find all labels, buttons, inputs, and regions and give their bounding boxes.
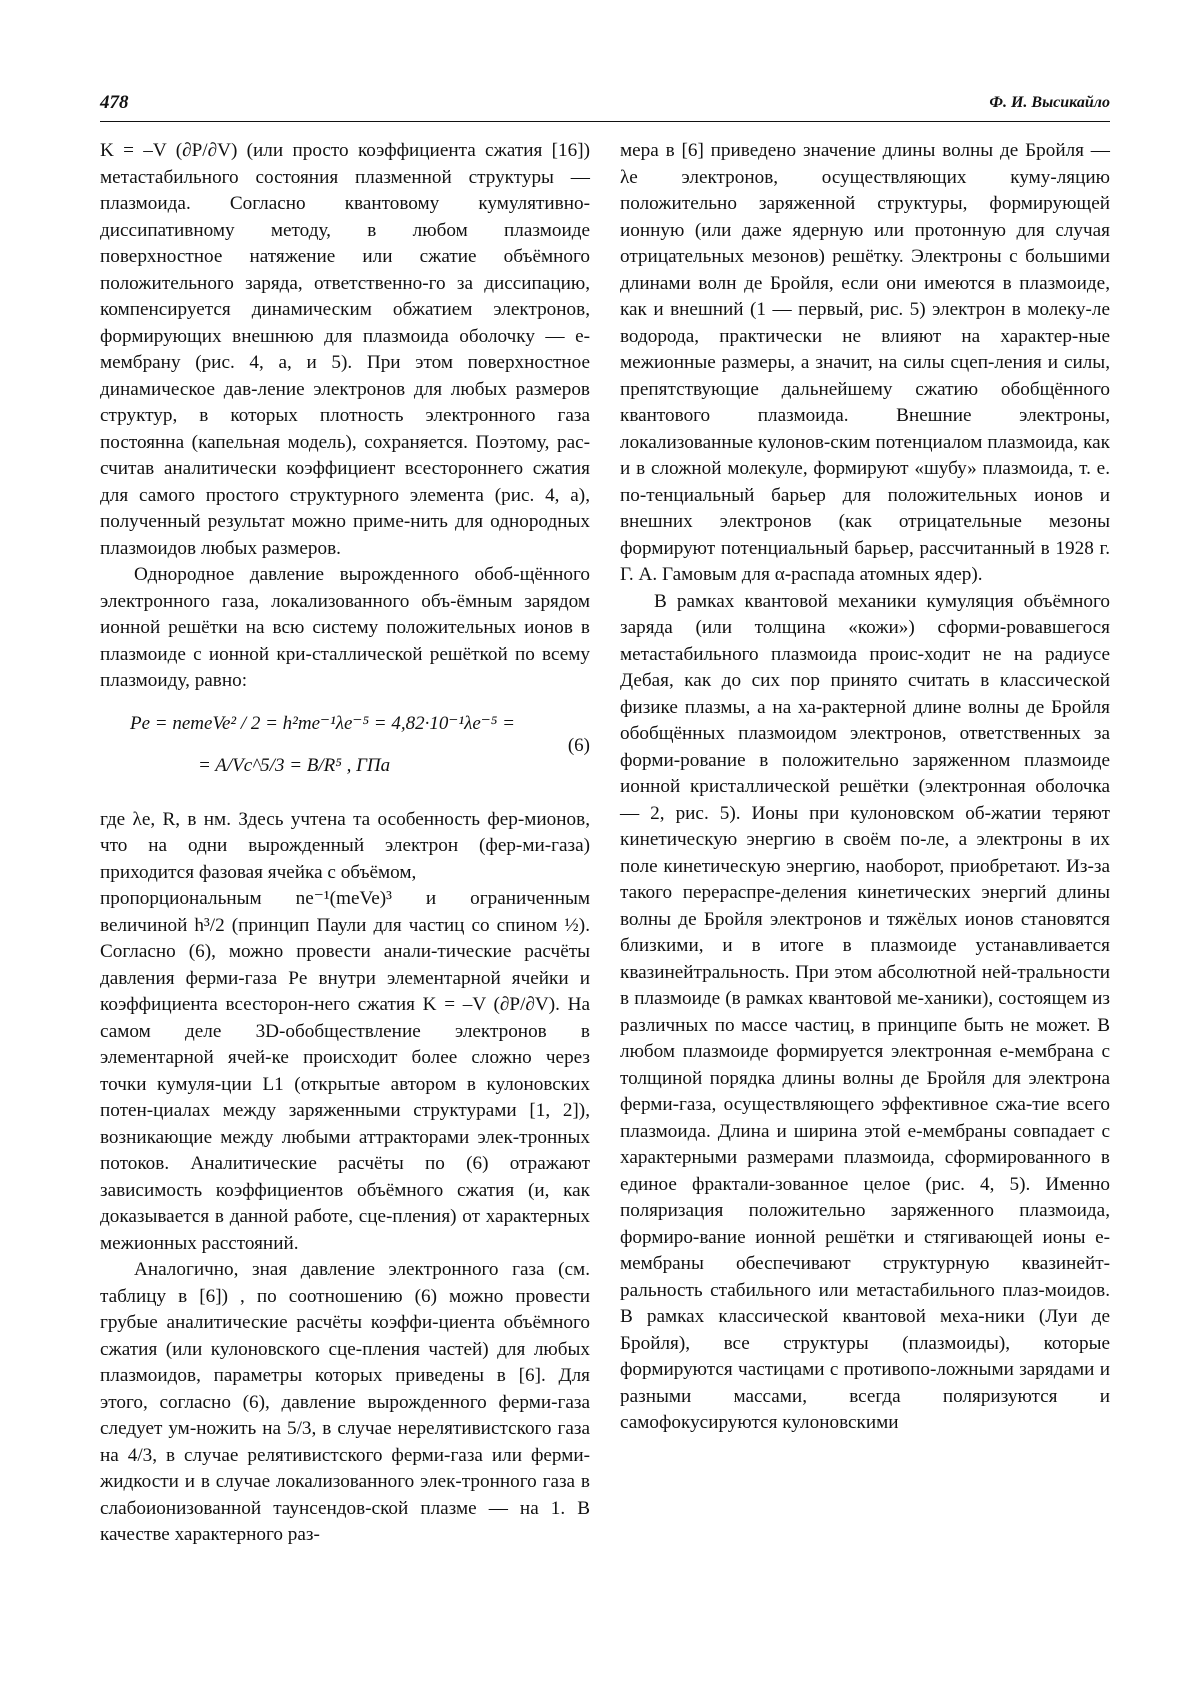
- header-rule: [100, 121, 1110, 122]
- paragraph: K = –V (∂P/∂V) (или просто коэффициента сжатия [16]) метастабильного состояния плазменной структуры — плазмоида. Согласно квантовому кумулятивно-диссипативному методу, в любом плазмоиде поверхностное натяжение или сжатие объёмного положительного заряда, ответственно-го за диссипацию, компенсируется динамическим обжатием электронов, формирующих внешнюю для плазмоида оболочку — e-мембрану (рис. 4, a, и 5). При этом поверхностное динамическое дав-ление электронов для любых размеров структур, в которых плотность электронного газа постоянна (капельная модель), сохраняется. Поэтому, рас-считав аналитически коэффициент всестороннего сжатия для самого простого структурного элемента (рис. 4, a), полученный результат можно приме-нить для однородных плазмоидов любых размеров.: [100, 140, 590, 559]
- paragraph-line: пропорциональным ne⁻¹(meVe)³ и ограниченным: [100, 888, 590, 909]
- left-column: [100, 138, 590, 1549]
- paragraph: Однородное давление вырожденного обоб-щённого электронного газа, локализованного объ-ёмным зарядом ионной решётки на всю систему положительных ионов в плазмоиде с ионной кри-сталлической решёткой по всему плазмоиду, равно:: [100, 564, 590, 691]
- page-header: [100, 92, 1110, 120]
- paragraph: где λe, R, в нм. Здесь учтена та особенность фер-мионов, что на одни вырожденный электрон (фер-ми-газа) приходится фазовая ячейка с объёмом,: [100, 808, 590, 883]
- page-number: 478: [100, 92, 129, 113]
- paragraph: Аналогично, зная давление электронного газа (см. таблицу в [6]) , по соотношению (6) можно провести грубые аналитические расчёты коэффи-циента объёмного сжатия (или кулоновского сце-пления частей) для любых плазмоидов, параметры которых приведены в [6]. Для этого, согласно (6), давление вырожденного ферми-газа следует ум-ножить на 5/3, в случае нерелятивистского газа на 4/3, в случае релятивистского ферми-газа или ферми-жидкости и в случае локализованного элек-тронного газа в слабоионизованной таунсендов-ской плазме — на 1. В качестве характерного раз-: [100, 1259, 590, 1545]
- equation-number: (6): [567, 734, 590, 756]
- running-head-author: Ф. И. Высикайло: [989, 94, 1110, 111]
- right-column: [620, 138, 1110, 1437]
- equation-line-1: Pe = nemeVe² / 2 = h²me⁻¹λe⁻⁵ = 4,82·10⁻¹λe⁻⁵ =: [130, 712, 515, 734]
- equation-6: [100, 705, 590, 801]
- paragraph: мера в [6] приведено значение длины волны де Бройля — λe электронов, осуществляющих куму-ляцию положительно заряженной структуры, формирующей ионную (или даже ядерную или протонную для случая отрицательных мезонов) решётку. Электроны с большими длинами волн де Бройля, если они имеются в плазмоиде, как и внешний (1 — первый, рис. 5) электрон в молеку-ле водорода, практически не влияют на характер-ные межионные размеры, а значит, на силы сцеп-ления и силы, препятствующие дальнейшему сжатию обобщённого квантового плазмоида. Внешние электроны, локализованные кулонов-ским потенциалом плазмоида, как и в сложной молекуле, формируют «шубу» плазмоида, т. е. по-тенциальный барьер для положительных ионов и внешних электронов (как отрицательные мезоны формируют потенциальный барьер, рассчитанный в 1928 г. Г. А. Гамовым для α-распада атомных ядер).: [620, 140, 1110, 585]
- equation-line-2: = A/Vc^5/3 = B/R⁵ , ГПа: [198, 754, 391, 776]
- paragraph: В рамках квантовой механики кумуляция объёмного заряда (или толщина «кожи») сформи-ровавшегося метастабильного плазмоида проис-ходит не на радиусе Дебая, как до сих пор принято считать в классической физике плазмы, а на ха-рактерной длине волны де Бройля обобщённых плазмоидом электронов, ответственных за форми-рование в положительно заряженном плазмоиде ионной кристаллической решётки (электронная оболочка — 2, рис. 5). Ионы при кулоновском об-жатии теряют кинетическую энергию в своём по-ле, а электроны в их поле кинетическую энергию, наоборот, приобретают. Из-за такого перераспре-деления кинетических энергий длины волны де Бройля электронов и тяжёлых ионов становятся близкими, и в итоге в плазмоиде устанавливается квазинейтральность. При этом абсолютной ней-тральности в плазмоиде (в рамках квантовой ме-ханики), состоящем из различных по массе частиц, в принципе быть не может. В любом плазмоиде формируется электронная e-мембрана с толщиной порядка длины волны де Бройля для электрона ферми-газа, осуществляющего эффективное сжа-тие всего плазмоида. Длина и ширина этой e-мембраны совпадает с характерными размерами плазмоида, сформированного в единое фрактали-зованное целое (рис. 4, 5). Именно поляризация положительно заряженного плазмоида, формиро-вание ионной решётки и стягивающей ионы e-мембраны обеспечивают структурную квазинейт-ральность стабильного или метастабильного плаз-моидов. В рамках классической квантовой меха-ники (Луи де Бройля), все структуры (плазмоиды), которые формируются частицами с противопо-ложными зарядами и разными массами, всегда поляризуются и самофокусируются кулоновскими: [620, 590, 1110, 1433]
- paragraph: величиной h³/2 (принцип Паули для частиц со спином ½). Согласно (6), можно провести анали-тические расчёты давления ферми-газа Pe внутри элементарной ячейки и коэффициента всесторон-него сжатия K = –V (∂P/∂V). На самом деле 3D-обобществление электронов в элементарной ячей-ке происходит более сложно через точки кумуля-ции L1 (открытые автором в кулоновских потен-циалах между заряженными структурами [1, 2]), возникающие между любыми аттракторами элек-тронных потоков. Аналитические расчёты по (6) отражают зависимость коэффициентов объёмного сжатия (и, как доказывается в данной работе, сце-пления) от характерных межионных расстояний.: [100, 914, 590, 1254]
